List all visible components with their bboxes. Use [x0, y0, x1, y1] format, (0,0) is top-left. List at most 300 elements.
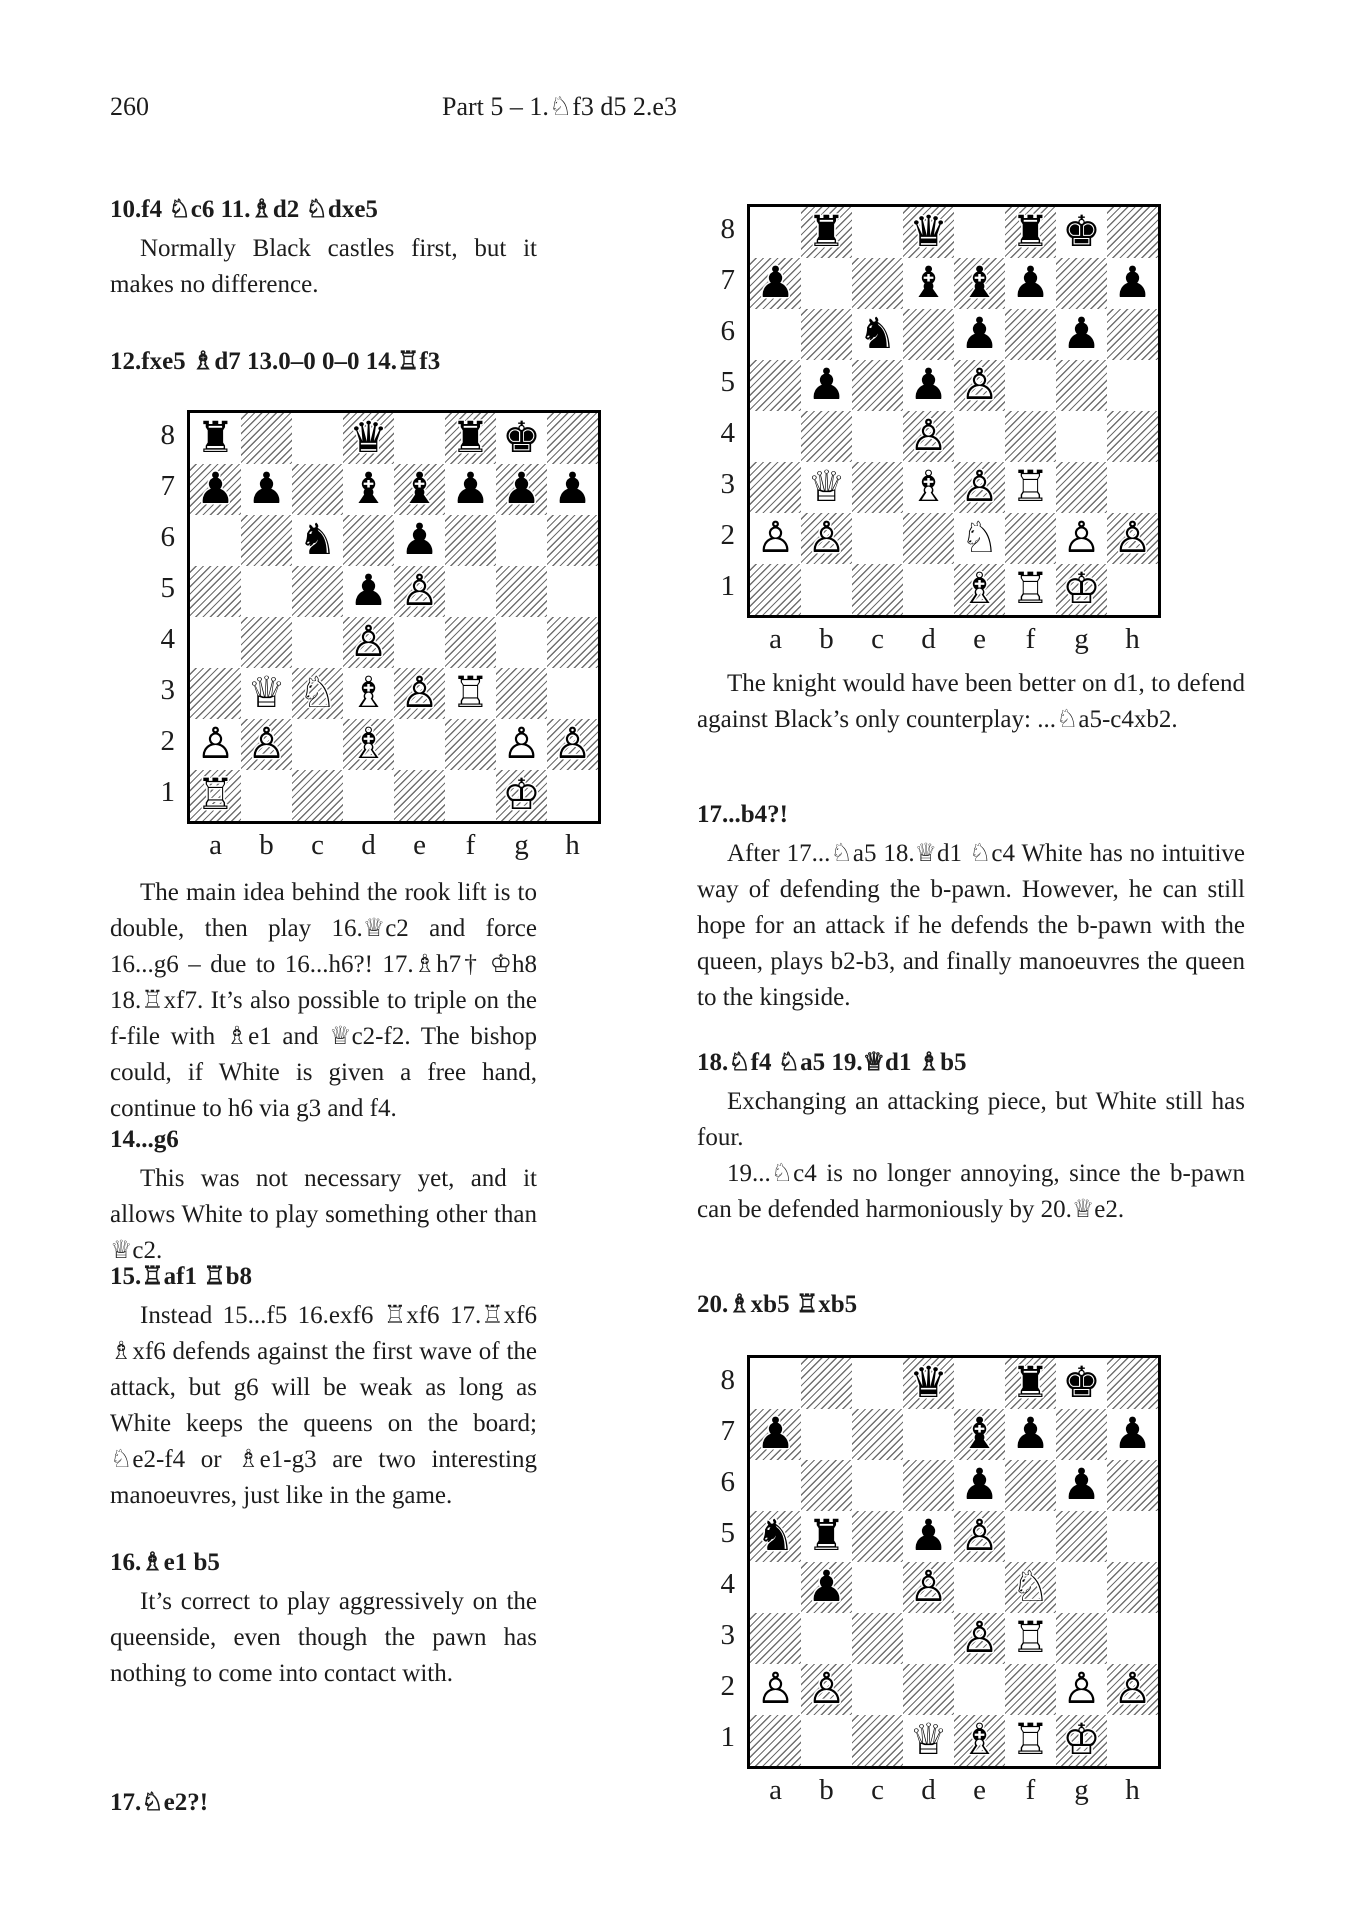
square-a2 [750, 513, 801, 564]
square-c1 [852, 564, 903, 615]
file-label-c: c [871, 623, 884, 655]
square-b4 [241, 617, 292, 668]
piece-black-rook-icon: ♜ [451, 413, 490, 463]
square-b2 [241, 719, 292, 770]
square-f1 [1005, 1715, 1056, 1766]
square-h8 [547, 413, 598, 464]
square-d6 [903, 309, 954, 360]
rank-label-6: 6 [720, 1466, 735, 1498]
square-d7 [343, 464, 394, 515]
square-h2 [1107, 1664, 1158, 1715]
rank-label-7: 7 [160, 470, 175, 502]
square-d7 [903, 1409, 954, 1460]
square-f1 [1005, 564, 1056, 615]
square-a6 [750, 309, 801, 360]
square-b8 [241, 413, 292, 464]
square-g6 [496, 515, 547, 566]
piece-white-king-icon: ♔ [502, 770, 541, 820]
square-f7 [445, 464, 496, 515]
rank-label-4: 4 [160, 623, 175, 655]
rank-label-7: 7 [720, 264, 735, 296]
page-number: 260 [110, 92, 149, 121]
piece-black-rook-icon: ♜ [807, 207, 846, 257]
square-b3 [241, 668, 292, 719]
square-a2 [750, 1664, 801, 1715]
chess-board [187, 410, 601, 824]
rank-label-1: 1 [720, 1721, 735, 1753]
piece-white-pawn-icon: ♙ [909, 1562, 948, 1612]
square-f3 [1005, 1613, 1056, 1664]
piece-black-pawn-icon: ♟ [451, 464, 490, 514]
square-h7 [1107, 1409, 1158, 1460]
square-g3 [1056, 1613, 1107, 1664]
piece-white-rook-icon: ♖ [196, 770, 235, 820]
piece-black-pawn-icon: ♟ [807, 1562, 846, 1612]
rank-label-1: 1 [720, 570, 735, 602]
piece-white-queen-icon: ♕ [247, 668, 286, 718]
rank-label-6: 6 [160, 521, 175, 553]
square-e3 [394, 668, 445, 719]
piece-black-bishop-icon: ♝ [349, 464, 388, 514]
rank-labels [140, 410, 175, 818]
piece-white-pawn-icon: ♙ [807, 513, 846, 563]
square-d3 [903, 1613, 954, 1664]
rank-label-7: 7 [720, 1415, 735, 1447]
piece-black-pawn-icon: ♟ [502, 464, 541, 514]
square-d5 [343, 566, 394, 617]
square-g8 [1056, 207, 1107, 258]
square-g8 [1056, 1358, 1107, 1409]
square-f8 [445, 413, 496, 464]
piece-black-pawn-icon: ♟ [1062, 309, 1101, 359]
square-c5 [292, 566, 343, 617]
square-c2 [852, 513, 903, 564]
square-h4 [1107, 411, 1158, 462]
square-h2 [1107, 513, 1158, 564]
square-d1 [903, 1715, 954, 1766]
square-e8 [394, 413, 445, 464]
file-label-g: g [1074, 1774, 1089, 1806]
piece-white-pawn-icon: ♙ [960, 1511, 999, 1561]
piece-black-queen-icon: ♛ [349, 413, 388, 463]
piece-black-pawn-icon: ♟ [909, 360, 948, 410]
square-b4 [801, 411, 852, 462]
square-h3 [1107, 1613, 1158, 1664]
piece-black-pawn-icon: ♟ [1113, 258, 1152, 308]
piece-black-pawn-icon: ♟ [196, 464, 235, 514]
piece-white-pawn-icon: ♙ [807, 1664, 846, 1714]
square-b6 [801, 309, 852, 360]
piece-white-pawn-icon: ♙ [960, 1613, 999, 1663]
square-g7 [1056, 1409, 1107, 1460]
square-c8 [852, 1358, 903, 1409]
paragraph-knight-d1: The knight would have been better on d1, to defend against Black’s only counterplay: ...♘a5-c4xb2. [697, 670, 1245, 733]
square-c5 [852, 360, 903, 411]
piece-white-pawn-icon: ♙ [756, 1664, 795, 1714]
square-a1 [190, 770, 241, 821]
piece-black-pawn-icon: ♟ [807, 360, 846, 410]
file-label-c: c [871, 1774, 884, 1806]
square-b5 [241, 566, 292, 617]
square-e4 [394, 617, 445, 668]
rank-label-8: 8 [720, 1364, 735, 1396]
square-e7 [954, 1409, 1005, 1460]
piece-white-knight-icon: ♘ [1011, 1562, 1050, 1612]
piece-black-pawn-icon: ♟ [1011, 258, 1050, 308]
piece-white-rook-icon: ♖ [1011, 564, 1050, 614]
file-label-h: h [565, 829, 580, 861]
square-g6 [1056, 309, 1107, 360]
rank-label-5: 5 [720, 366, 735, 398]
square-d5 [903, 360, 954, 411]
piece-white-pawn-icon: ♙ [400, 566, 439, 616]
file-labels [750, 1774, 1158, 1807]
square-a2 [190, 719, 241, 770]
piece-black-king-icon: ♚ [1062, 207, 1101, 257]
square-e4 [954, 1562, 1005, 1613]
square-d3 [343, 668, 394, 719]
square-h5 [1107, 360, 1158, 411]
square-b1 [241, 770, 292, 821]
square-b7 [241, 464, 292, 515]
square-f5 [1005, 1511, 1056, 1562]
piece-white-pawn-icon: ♙ [502, 719, 541, 769]
square-f4 [445, 617, 496, 668]
piece-white-pawn-icon: ♙ [1062, 1664, 1101, 1714]
square-d3 [903, 462, 954, 513]
square-f1 [445, 770, 496, 821]
square-a3 [750, 1613, 801, 1664]
square-g5 [1056, 1511, 1107, 1562]
piece-white-bishop-icon: ♗ [960, 1715, 999, 1765]
piece-black-pawn-icon: ♟ [1011, 1409, 1050, 1459]
square-b4 [801, 1562, 852, 1613]
rank-label-3: 3 [720, 1619, 735, 1651]
move-line-20-Bxb5: 20.♗xb5 ♖xb5 [697, 1291, 858, 1318]
piece-white-pawn-icon: ♙ [553, 719, 592, 769]
chess-board [747, 204, 1161, 618]
square-f6 [1005, 1460, 1056, 1511]
square-f2 [445, 719, 496, 770]
square-h7 [547, 464, 598, 515]
file-label-g: g [1074, 623, 1089, 655]
square-f2 [1005, 1664, 1056, 1715]
square-a4 [750, 411, 801, 462]
square-c7 [852, 1409, 903, 1460]
square-g7 [496, 464, 547, 515]
square-h3 [547, 668, 598, 719]
square-e7 [954, 258, 1005, 309]
square-b5 [801, 360, 852, 411]
square-a8 [750, 1358, 801, 1409]
square-a7 [750, 258, 801, 309]
square-f8 [1005, 207, 1056, 258]
square-c2 [292, 719, 343, 770]
piece-white-king-icon: ♔ [1062, 1715, 1101, 1765]
piece-black-knight-icon: ♞ [756, 1511, 795, 1561]
square-d4 [903, 1562, 954, 1613]
square-a5 [750, 360, 801, 411]
square-b2 [801, 513, 852, 564]
square-d2 [343, 719, 394, 770]
file-label-a: a [769, 1774, 782, 1806]
square-b6 [241, 515, 292, 566]
paragraph-rook-lift: The main idea behind the rook lift is to double, then play 16.♕c2 and force 16...g6 – due to 16...h6?! 17.♗h7† ♔h8 18.♖xf7. It’s also possible to triple on the f-file with ♗e1 and ♕c2-f2. The bishop could, if White is given a free hand, continue to h6 via g3 and f4. [110, 879, 537, 1122]
square-g3 [496, 668, 547, 719]
square-e1 [954, 1715, 1005, 1766]
piece-white-pawn-icon: ♙ [400, 668, 439, 718]
file-label-b: b [259, 829, 274, 861]
piece-black-rook-icon: ♜ [1011, 1358, 1050, 1408]
square-c1 [292, 770, 343, 821]
square-e5 [954, 1511, 1005, 1562]
piece-white-bishop-icon: ♗ [349, 719, 388, 769]
square-g1 [1056, 564, 1107, 615]
square-g6 [1056, 1460, 1107, 1511]
square-c8 [292, 413, 343, 464]
square-h1 [1107, 564, 1158, 615]
paragraph-instead-f5: Instead 15...f5 16.exf6 ♖xf6 17.♖xf6 ♗xf6 defends against the first wave of the attack, but g6 will be weak as long as White keeps the queens on the board; ♘e2-f4 or ♗e1-g3 are two interesting manoeuvres, just like in the game. [110, 1302, 537, 1509]
square-d6 [343, 515, 394, 566]
rank-label-6: 6 [720, 315, 735, 347]
square-e6 [954, 1460, 1005, 1511]
square-a1 [750, 1715, 801, 1766]
piece-black-queen-icon: ♛ [909, 1358, 948, 1408]
move-line-17-Ne2: 17.♘e2?! [110, 1789, 209, 1816]
file-label-h: h [1125, 623, 1140, 655]
square-a3 [750, 462, 801, 513]
piece-white-pawn-icon: ♙ [196, 719, 235, 769]
square-e2 [954, 1664, 1005, 1715]
square-b5 [801, 1511, 852, 1562]
piece-black-rook-icon: ♜ [1011, 207, 1050, 257]
piece-black-bishop-icon: ♝ [400, 464, 439, 514]
piece-black-bishop-icon: ♝ [960, 1409, 999, 1459]
piece-black-pawn-icon: ♟ [349, 566, 388, 616]
square-g4 [1056, 411, 1107, 462]
square-a6 [750, 1460, 801, 1511]
square-f4 [1005, 411, 1056, 462]
square-f3 [1005, 462, 1056, 513]
move-line-18-Nf4: 18.♘f4 ♘a5 19.♕d1 ♗b5 [697, 1049, 967, 1076]
move-line-16-Be1: 16.♗e1 b5 [110, 1549, 220, 1576]
running-header-title: Part 5 – 1.♘f3 d5 2.e3 [442, 92, 677, 121]
rank-labels [700, 1355, 735, 1763]
square-h6 [1107, 309, 1158, 360]
square-e5 [394, 566, 445, 617]
file-labels [750, 623, 1158, 656]
paragraph-no-longer-annoying: 19...♘c4 is no longer annoying, since the b-pawn can be defended harmoniously by 20.♕e2. [697, 1160, 1245, 1223]
square-d4 [343, 617, 394, 668]
piece-black-pawn-icon: ♟ [400, 515, 439, 565]
piece-black-pawn-icon: ♟ [1062, 1460, 1101, 1510]
square-g5 [496, 566, 547, 617]
square-a8 [190, 413, 241, 464]
square-e6 [954, 309, 1005, 360]
square-e8 [954, 1358, 1005, 1409]
square-b7 [801, 258, 852, 309]
square-h7 [1107, 258, 1158, 309]
square-e2 [954, 513, 1005, 564]
square-c7 [292, 464, 343, 515]
square-c4 [852, 1562, 903, 1613]
chess-diagram-after-17-Ne2 [700, 204, 1161, 656]
square-e3 [954, 1613, 1005, 1664]
square-f4 [1005, 1562, 1056, 1613]
square-e1 [394, 770, 445, 821]
piece-black-king-icon: ♚ [502, 413, 541, 463]
piece-white-bishop-icon: ♗ [349, 668, 388, 718]
square-e8 [954, 207, 1005, 258]
square-f3 [445, 668, 496, 719]
piece-black-pawn-icon: ♟ [756, 1409, 795, 1459]
piece-black-knight-icon: ♞ [298, 515, 337, 565]
square-e3 [954, 462, 1005, 513]
square-c4 [292, 617, 343, 668]
rank-label-8: 8 [160, 419, 175, 451]
piece-white-pawn-icon: ♙ [1113, 1664, 1152, 1714]
square-g1 [496, 770, 547, 821]
rank-label-8: 8 [720, 213, 735, 245]
rank-label-4: 4 [720, 417, 735, 449]
square-h6 [1107, 1460, 1158, 1511]
square-b2 [801, 1664, 852, 1715]
piece-white-pawn-icon: ♙ [1062, 513, 1101, 563]
square-g7 [1056, 258, 1107, 309]
piece-white-rook-icon: ♖ [1011, 462, 1050, 512]
square-e5 [954, 360, 1005, 411]
square-c3 [852, 1613, 903, 1664]
file-label-g: g [514, 829, 529, 861]
piece-white-pawn-icon: ♙ [247, 719, 286, 769]
rank-label-2: 2 [720, 1670, 735, 1702]
square-f6 [1005, 309, 1056, 360]
square-g2 [1056, 513, 1107, 564]
piece-black-pawn-icon: ♟ [1113, 1409, 1152, 1459]
square-f5 [445, 566, 496, 617]
square-a1 [750, 564, 801, 615]
square-b8 [801, 207, 852, 258]
square-f8 [1005, 1358, 1056, 1409]
square-b6 [801, 1460, 852, 1511]
piece-black-bishop-icon: ♝ [909, 258, 948, 308]
piece-white-rook-icon: ♖ [1011, 1715, 1050, 1765]
piece-white-pawn-icon: ♙ [349, 617, 388, 667]
square-f5 [1005, 360, 1056, 411]
square-h1 [547, 770, 598, 821]
paragraph-not-necessary: This was not necessary yet, and it allows White to play something other than ♕c2. [110, 1165, 537, 1264]
square-g2 [496, 719, 547, 770]
file-label-f: f [1025, 623, 1036, 655]
square-d7 [903, 258, 954, 309]
file-label-e: e [973, 1774, 986, 1806]
rank-label-4: 4 [720, 1568, 735, 1600]
piece-white-queen-icon: ♕ [909, 1715, 948, 1765]
square-c6 [852, 1460, 903, 1511]
piece-black-pawn-icon: ♟ [247, 464, 286, 514]
square-g1 [1056, 1715, 1107, 1766]
square-g8 [496, 413, 547, 464]
square-b7 [801, 1409, 852, 1460]
square-d8 [343, 413, 394, 464]
chess-diagram-after-20-Rxb5 [700, 1355, 1161, 1807]
rank-label-2: 2 [160, 725, 175, 757]
square-a7 [190, 464, 241, 515]
square-a6 [190, 515, 241, 566]
square-h6 [547, 515, 598, 566]
file-label-f: f [1025, 1774, 1036, 1806]
piece-white-rook-icon: ♖ [451, 668, 490, 718]
square-d5 [903, 1511, 954, 1562]
square-c3 [292, 668, 343, 719]
file-label-h: h [1125, 1774, 1140, 1806]
square-h8 [1107, 207, 1158, 258]
square-c6 [292, 515, 343, 566]
piece-white-pawn-icon: ♙ [960, 360, 999, 410]
paragraph-after-Na5: After 17...♘a5 18.♕d1 ♘c4 White has no intuitive way of defending the b-pawn. However, he can still hope for an attack if he defends the b-pawn with the queen, plays b2-b3, and finally manoeuvres the queen to the kingside. [697, 840, 1245, 1011]
square-e7 [394, 464, 445, 515]
square-b3 [801, 1613, 852, 1664]
square-h4 [1107, 1562, 1158, 1613]
piece-black-king-icon: ♚ [1062, 1358, 1101, 1408]
file-label-d: d [921, 623, 936, 655]
square-e6 [394, 515, 445, 566]
square-g4 [496, 617, 547, 668]
piece-black-queen-icon: ♛ [909, 207, 948, 257]
square-b1 [801, 564, 852, 615]
piece-white-pawn-icon: ♙ [756, 513, 795, 563]
square-c7 [852, 258, 903, 309]
piece-white-rook-icon: ♖ [1011, 1613, 1050, 1663]
square-h5 [547, 566, 598, 617]
piece-black-pawn-icon: ♟ [756, 258, 795, 308]
square-a3 [190, 668, 241, 719]
square-d2 [903, 513, 954, 564]
rank-label-5: 5 [160, 572, 175, 604]
square-a7 [750, 1409, 801, 1460]
square-c3 [852, 462, 903, 513]
file-label-e: e [973, 623, 986, 655]
square-c8 [852, 207, 903, 258]
piece-black-rook-icon: ♜ [196, 413, 235, 463]
piece-white-bishop-icon: ♗ [960, 564, 999, 614]
rank-label-1: 1 [160, 776, 175, 808]
square-g4 [1056, 1562, 1107, 1613]
file-label-f: f [465, 829, 476, 861]
square-h1 [1107, 1715, 1158, 1766]
square-h4 [547, 617, 598, 668]
square-a5 [750, 1511, 801, 1562]
piece-black-pawn-icon: ♟ [909, 1511, 948, 1561]
rank-label-3: 3 [160, 674, 175, 706]
paragraph-queenside: It’s correct to play aggressively on the queenside, even though the pawn has nothing to come into contact with. [110, 1588, 537, 1687]
piece-white-knight-icon: ♘ [960, 513, 999, 563]
move-line-14-g6: 14...g6 [110, 1126, 179, 1153]
file-label-d: d [361, 829, 376, 861]
piece-white-pawn-icon: ♙ [1113, 513, 1152, 563]
paragraph-exchanging: Exchanging an attacking piece, but White still has four. [697, 1088, 1245, 1151]
square-b3 [801, 462, 852, 513]
square-f6 [445, 515, 496, 566]
square-f7 [1005, 1409, 1056, 1460]
piece-black-pawn-icon: ♟ [960, 1460, 999, 1510]
square-c1 [852, 1715, 903, 1766]
piece-white-king-icon: ♔ [1062, 564, 1101, 614]
move-line-10-f4: 10.f4 ♘c6 11.♗d2 ♘dxe5 [110, 196, 378, 223]
square-d2 [903, 1664, 954, 1715]
piece-white-pawn-icon: ♙ [909, 411, 948, 461]
square-a5 [190, 566, 241, 617]
